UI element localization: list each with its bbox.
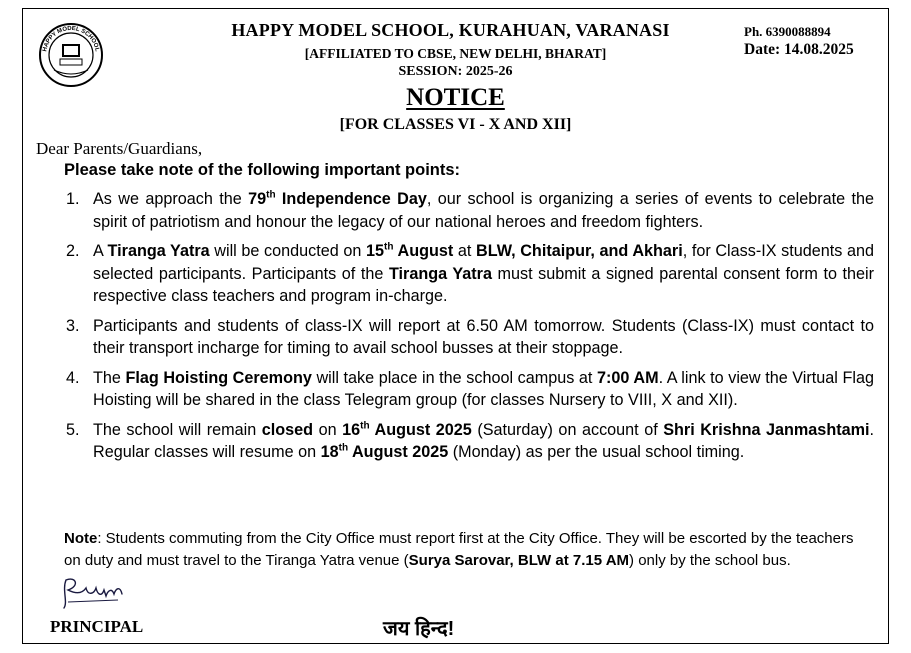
- text-run: (Monday) as per the usual school timing.: [448, 443, 745, 461]
- bold-text: August 2025: [348, 443, 449, 461]
- notice-point: [64, 367, 874, 412]
- note-label: Note: [64, 530, 98, 547]
- bold-text: Tiranga Yatra: [388, 264, 492, 283]
- superscript: th: [360, 420, 370, 432]
- bold-text: BLW, Chitaipur, and Akhari: [476, 242, 683, 260]
- point-number: 5.: [66, 420, 80, 439]
- superscript: th: [266, 189, 276, 201]
- note: [64, 528, 874, 571]
- jai-hind: जय हिन्द!: [383, 618, 455, 640]
- bold-text: 18: [320, 443, 339, 461]
- point-number: 2.: [66, 242, 80, 260]
- point-text: [93, 188, 874, 233]
- notice-classes: [FOR CLASSES VI - X AND XII]: [339, 116, 572, 133]
- bold-text: August 2025: [369, 420, 472, 439]
- bold-text: August: [393, 242, 454, 260]
- principal-label: PRINCIPAL: [50, 617, 144, 636]
- bold-text: 7:00 AM: [597, 368, 659, 387]
- point-text: [93, 315, 874, 360]
- point-text: [93, 367, 874, 412]
- notice-date: Date: 14.08.2025: [744, 41, 854, 58]
- text-run: ) only by the school bus.: [629, 551, 791, 569]
- bold-text: 15: [366, 242, 385, 260]
- school-name: HAPPY MODEL SCHOOL, KURAHUAN, VARANASI: [231, 20, 670, 40]
- point-number: 4.: [66, 368, 80, 387]
- logo-text: HAPPY MODEL SCHOOL: [42, 25, 100, 53]
- text-run: . A link to view the Virtual Flag Hoisting will be shared in the class Telegram group (for classes Nursery to VIII, X and XII).: [93, 368, 874, 409]
- text-run: will take place in the school campus at: [311, 368, 598, 387]
- note-text: [64, 530, 854, 569]
- text-run: on: [313, 420, 343, 439]
- notice-point: [64, 315, 874, 360]
- phone-number: Ph. 6390088894: [744, 24, 831, 39]
- text-run: : Students commuting from the City Office must report first at the City Office. They will be escorted by the teachers on duty and must travel to the Tiranga Yatra venue (: [64, 530, 854, 569]
- text-run: must submit a signed parental consent form to their respective class teachers and program in-charge.: [93, 264, 875, 305]
- bold-text: Independence Day: [275, 190, 427, 208]
- notice-point: [64, 419, 874, 464]
- text-run: will be conducted on: [209, 242, 367, 260]
- text-run: , for Class-IX students and selected participants. Participants of the: [93, 242, 874, 283]
- point-text: [93, 240, 874, 308]
- notice-title: NOTICE: [406, 84, 505, 111]
- text-run: The: [93, 368, 126, 387]
- notice-point: [64, 188, 874, 233]
- point-text: [93, 419, 874, 464]
- text-run: (Saturday) on account of: [471, 420, 664, 439]
- bold-text: 16: [342, 420, 361, 439]
- bold-text: Surya Sarovar, BLW at 7.15 AM: [408, 551, 630, 569]
- salutation: Dear Parents/Guardians,: [36, 139, 203, 158]
- notice-point: [64, 240, 874, 308]
- point-number: 3.: [66, 316, 80, 335]
- text-run: at: [453, 242, 477, 260]
- superscript: th: [384, 241, 394, 253]
- text-run: As we approach the: [93, 190, 249, 208]
- session: SESSION: 2025-26: [398, 64, 513, 79]
- bold-text: closed: [261, 420, 314, 439]
- text-run: Participants and students of class-IX will report at 6.50 AM tomorrow. Students (Class-IX) must contact to their transport incharge for timing to avail school busses at their stoppage.: [93, 316, 874, 357]
- bold-text: Shri Krishna Janmashtami: [663, 420, 870, 439]
- text-run: The school will remain: [93, 420, 262, 439]
- text-run: , our school is organizing a series of events to celebrate the spirit of patriotism and honour the legacy of our national heroes and freedom fighters.: [93, 190, 875, 231]
- bold-text: Tiranga Yatra: [107, 242, 210, 260]
- intro-line: Please take note of the following important points:: [64, 161, 461, 179]
- principal-signature: [58, 572, 128, 612]
- affiliation: [AFFILIATED TO CBSE, NEW DELHI, BHARAT]: [304, 46, 607, 61]
- bold-text: Flag Hoisting Ceremony: [125, 368, 312, 387]
- point-number: 1.: [66, 190, 80, 208]
- text-run: A: [93, 242, 108, 260]
- points-list: [64, 188, 874, 471]
- bold-text: 79: [248, 190, 267, 208]
- text-run: . Regular classes will resume on: [93, 420, 874, 461]
- superscript: th: [338, 442, 349, 454]
